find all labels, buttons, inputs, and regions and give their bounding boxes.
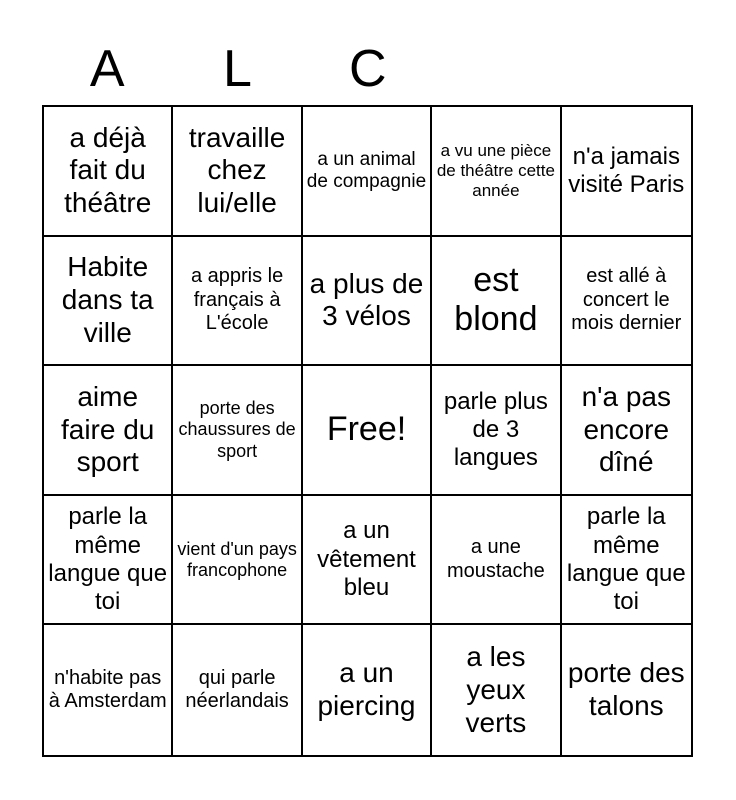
cell-label: parle la même langue que toi <box>48 503 168 615</box>
bingo-cell[interactable] <box>432 496 561 626</box>
bingo-cell[interactable] <box>303 107 432 237</box>
bingo-cell[interactable] <box>44 107 173 237</box>
bingo-cell[interactable] <box>303 625 432 755</box>
bingo-cell[interactable] <box>173 237 302 367</box>
cell-label: aime faire du sport <box>60 380 155 478</box>
header-letter: A <box>89 40 125 98</box>
bingo-cell[interactable] <box>44 496 173 626</box>
bingo-cell[interactable] <box>44 625 173 755</box>
cell-label: travaille chez lui/elle <box>188 121 286 219</box>
cell-label: a les yeux verts <box>465 641 527 738</box>
cell-label: porte des talons <box>567 657 685 722</box>
bingo-cell[interactable] <box>303 237 432 367</box>
cell-label: a un piercing <box>317 657 416 722</box>
cell-label: parle la même langue que toi <box>566 503 686 615</box>
header-letter: C <box>349 40 387 98</box>
bingo-cell[interactable] <box>432 366 561 496</box>
cell-label: Habite dans ta ville <box>61 251 154 348</box>
cell-label: parle plus de 3 langues <box>443 387 548 472</box>
bingo-cell[interactable] <box>173 366 302 496</box>
cell-label: a vu une pièce de théâtre cette année <box>436 140 555 200</box>
bingo-cell[interactable] <box>173 107 302 237</box>
cell-label: est allé à concert le mois dernier <box>571 265 682 335</box>
bingo-cell[interactable] <box>44 237 173 367</box>
cell-label: a appris le français à L'école <box>190 265 284 335</box>
bingo-cell[interactable] <box>303 496 432 626</box>
cell-label: a un animal de compagnie <box>306 148 427 192</box>
bingo-cell[interactable] <box>432 625 561 755</box>
cell-label: a un vêtement bleu <box>317 517 416 601</box>
header-letter: L <box>223 40 252 98</box>
cell-label: a déjà fait du théâtre <box>64 121 152 219</box>
cell-label: n'a jamais visité Paris <box>568 142 685 198</box>
bingo-cell[interactable] <box>562 625 691 755</box>
cell-label: a une moustache <box>446 536 545 582</box>
bingo-cell[interactable] <box>432 237 561 367</box>
bingo-cell[interactable] <box>562 366 691 496</box>
bingo-grid <box>42 105 693 757</box>
bingo-cell[interactable] <box>173 625 302 755</box>
free-space-label: Free! <box>326 410 407 449</box>
cell-label: est blond <box>454 260 538 339</box>
bingo-cell[interactable] <box>562 237 691 367</box>
cell-label: porte des chaussures de sport <box>178 398 296 461</box>
cell-label: a plus de 3 vélos <box>309 267 424 332</box>
cell-label: qui parle néerlandais <box>185 666 289 713</box>
bingo-cell-free[interactable] <box>303 366 432 496</box>
cell-label: vient d'un pays francophone <box>177 538 297 580</box>
bingo-cell[interactable] <box>562 107 691 237</box>
cell-label: n'habite pas à Amsterdam <box>48 666 167 713</box>
bingo-cell[interactable] <box>173 496 302 626</box>
card-title-letters <box>42 38 433 98</box>
bingo-cell[interactable] <box>562 496 691 626</box>
bingo-cell[interactable] <box>44 366 173 496</box>
cell-label: n'a pas encore dîné <box>581 380 671 478</box>
bingo-cell[interactable] <box>432 107 561 237</box>
